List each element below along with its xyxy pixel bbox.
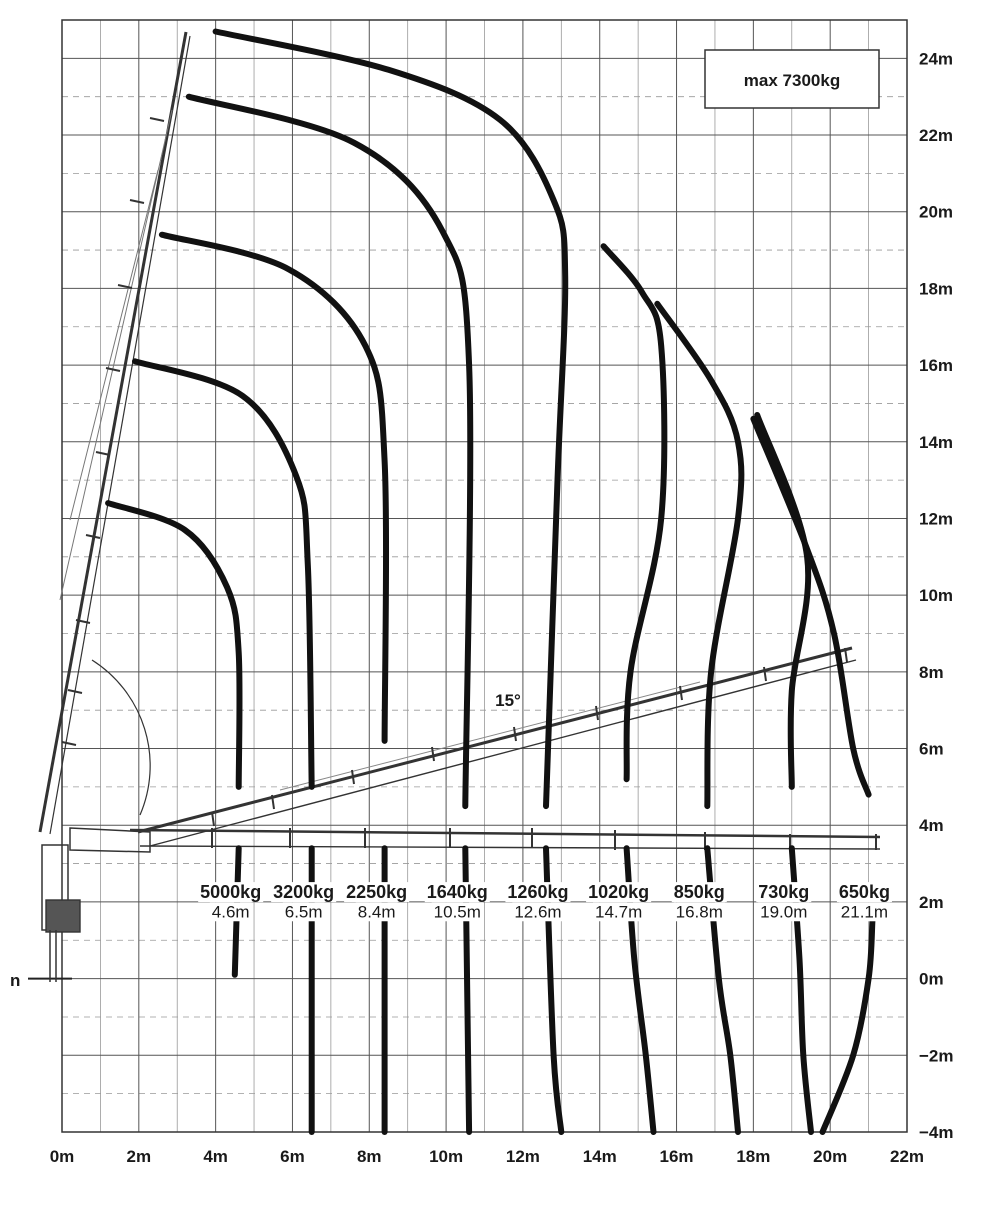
x-tick-label: 4m [203, 1147, 228, 1166]
x-tick-label: 16m [659, 1147, 694, 1166]
ground-label: n [10, 971, 21, 990]
y-tick-label: 6m [919, 739, 944, 759]
load-label: 650kg [838, 882, 890, 903]
x-tick-label: 14m [582, 1147, 617, 1166]
x-tick-label: 6m [280, 1147, 305, 1166]
load-label: 1020kg [588, 882, 650, 903]
reach-label: 4.6m [211, 902, 250, 922]
y-tick-label: 0m [919, 969, 944, 989]
reach-label: 14.7m [594, 902, 643, 922]
y-tick-label: 20m [919, 202, 954, 222]
max-load-label: max 7300kg [743, 71, 841, 90]
x-tick-label: 10m [429, 1147, 464, 1166]
x-tick-label: 12m [505, 1147, 540, 1166]
x-tick-label: 22m [889, 1147, 925, 1166]
load-labels [198, 882, 892, 921]
reach-label: 10.5m [433, 902, 481, 922]
load-label: 730kg [758, 882, 810, 903]
x-tick-label: 0m [49, 1147, 75, 1166]
x-tick-label: 2m [126, 1147, 152, 1166]
reach-label: 8.4m [357, 902, 396, 922]
load-label: 2250kg [346, 882, 408, 903]
y-tick-label: 2m [919, 892, 944, 912]
reach-label: 6.5m [284, 902, 323, 922]
y-tick-label: 18m [919, 279, 954, 299]
y-tick-label: 10m [919, 586, 954, 606]
y-tick-label: 24m [919, 49, 954, 69]
load-label: 3200kg [273, 882, 335, 903]
load-label: 5000kg [200, 882, 262, 903]
x-tick-label: 8m [356, 1147, 382, 1166]
load-label: 850kg [673, 882, 725, 903]
y-tick-label: 12m [919, 509, 954, 529]
y-tick-label: −2m [919, 1046, 954, 1066]
reach-label: 19.0m [760, 902, 808, 922]
y-tick-label: 8m [919, 662, 944, 682]
x-tick-label: 20m [813, 1147, 848, 1166]
boom-angle-label: 15° [495, 691, 521, 710]
reach-label: 12.6m [514, 902, 562, 922]
load-label: 1640kg [426, 882, 488, 903]
y-tick-label: 22m [919, 126, 954, 146]
y-tick-label: −4m [919, 1123, 954, 1142]
y-tick-label: 4m [919, 816, 944, 836]
load-label: 1260kg [507, 882, 569, 903]
y-tick-label: 16m [919, 356, 954, 376]
reach-label: 21.1m [840, 902, 889, 922]
x-tick-label: 18m [736, 1147, 771, 1166]
reach-label: 16.8m [675, 902, 723, 922]
y-tick-label: 14m [919, 432, 954, 452]
